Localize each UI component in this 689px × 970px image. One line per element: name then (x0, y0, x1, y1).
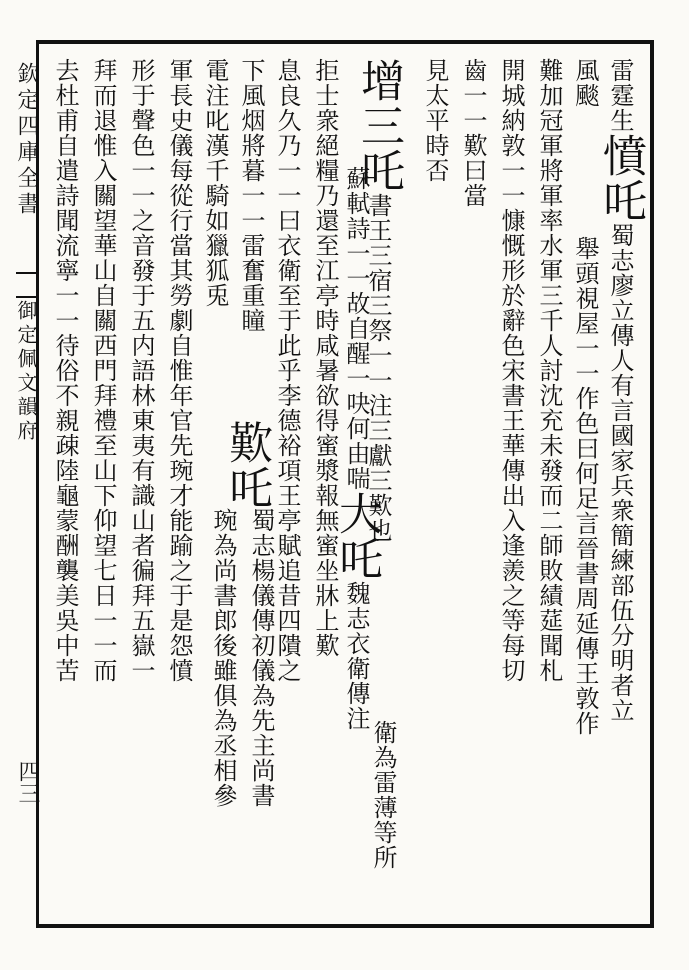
text-column-10: 息良久乃一一曰衣衛至于此乎李德裕項王亭賦追昔四隤之 (273, 58, 301, 683)
text-column-14: 形于聲色一一之音發于五内語林東夷有識山者徧拜五嶽一 (127, 58, 155, 683)
margin-book-title: 欽定四庫全書 (14, 62, 39, 218)
text-column-4: 開城納敦一一慷慨形於辭色宋書王華傳出入逢羨之等每切 (497, 58, 525, 683)
text-column-13: 軍長史儀每從行當其勞劇自惟年官先琬才能踰之于是怨憤 (165, 58, 193, 683)
column-text: 雷霆生 (606, 58, 634, 133)
entry-heading: 增三吒 (353, 58, 404, 193)
text-column-11-head (218, 420, 272, 510)
text-column-1 (595, 58, 646, 723)
text-column-11 (236, 58, 266, 333)
margin-sub-title: 御定佩文韻府 (14, 300, 38, 444)
frame-border-bottom (36, 924, 654, 928)
column-text: 風颷 (571, 58, 599, 108)
text-column-8 (331, 166, 382, 731)
margin-fishtail-mark (16, 272, 38, 298)
text-column-12: 電注叱漢千騎如獵狐兎 (201, 58, 229, 308)
text-column-9-tail: 衛為雷薄等所 (369, 720, 397, 870)
text-column-11-annot: 蜀志楊儀傳初儀為先主尚書 (247, 508, 275, 808)
text-column-12-annot: 琬為尚書郎後雖俱為丞相參 (209, 508, 237, 808)
text-column-2 (570, 58, 600, 736)
text-column-5: 齒一一歎曰當 (459, 58, 487, 208)
page-number: 四三 (15, 760, 40, 804)
text-column-16: 去杜甫自遣詩聞流寧一一待俗不親疎陸龜蒙酬襲美吳中苦 (51, 58, 79, 683)
frame-border-right (650, 40, 654, 928)
text-column-6: 見太平時否 (421, 58, 449, 183)
column-annotation: 魏志衣衛傳注 (342, 581, 370, 731)
entry-heading: 憤吒 (595, 133, 646, 223)
text-column-9 (310, 58, 340, 658)
entry-heading: 歎吒 (221, 420, 272, 510)
text-column-15: 拜而退惟入關望華山自關西門拜禮至山下仰望七日一一而 (89, 58, 117, 683)
text-column-3: 難加冠軍將軍率水軍三千人討沈充未發而二師敗績莚聞札 (535, 58, 563, 683)
frame-border-top (36, 40, 654, 44)
column-annotation: 書王三宿三祭一一注三獻三歎也 (364, 193, 392, 543)
column-annotation: 蜀志廖立傳人有言國家兵衆簡練部伍分明者立 (606, 223, 634, 723)
column-annotation: 舉頭視屋一一作色曰何足言晉書周延傳王敦作 (571, 236, 599, 736)
column-text: 拒士衆絕糧乃還至江亭時咸暑欲得蜜漿報無蜜坐牀上歎 (311, 58, 339, 658)
column-text: 蘇軾詩一一故自醒一吷何由喘 (342, 166, 370, 491)
entry-heading: 大吒 (331, 491, 382, 581)
column-text: 下風烟將暮一一雷奮重瞳 (237, 58, 265, 333)
